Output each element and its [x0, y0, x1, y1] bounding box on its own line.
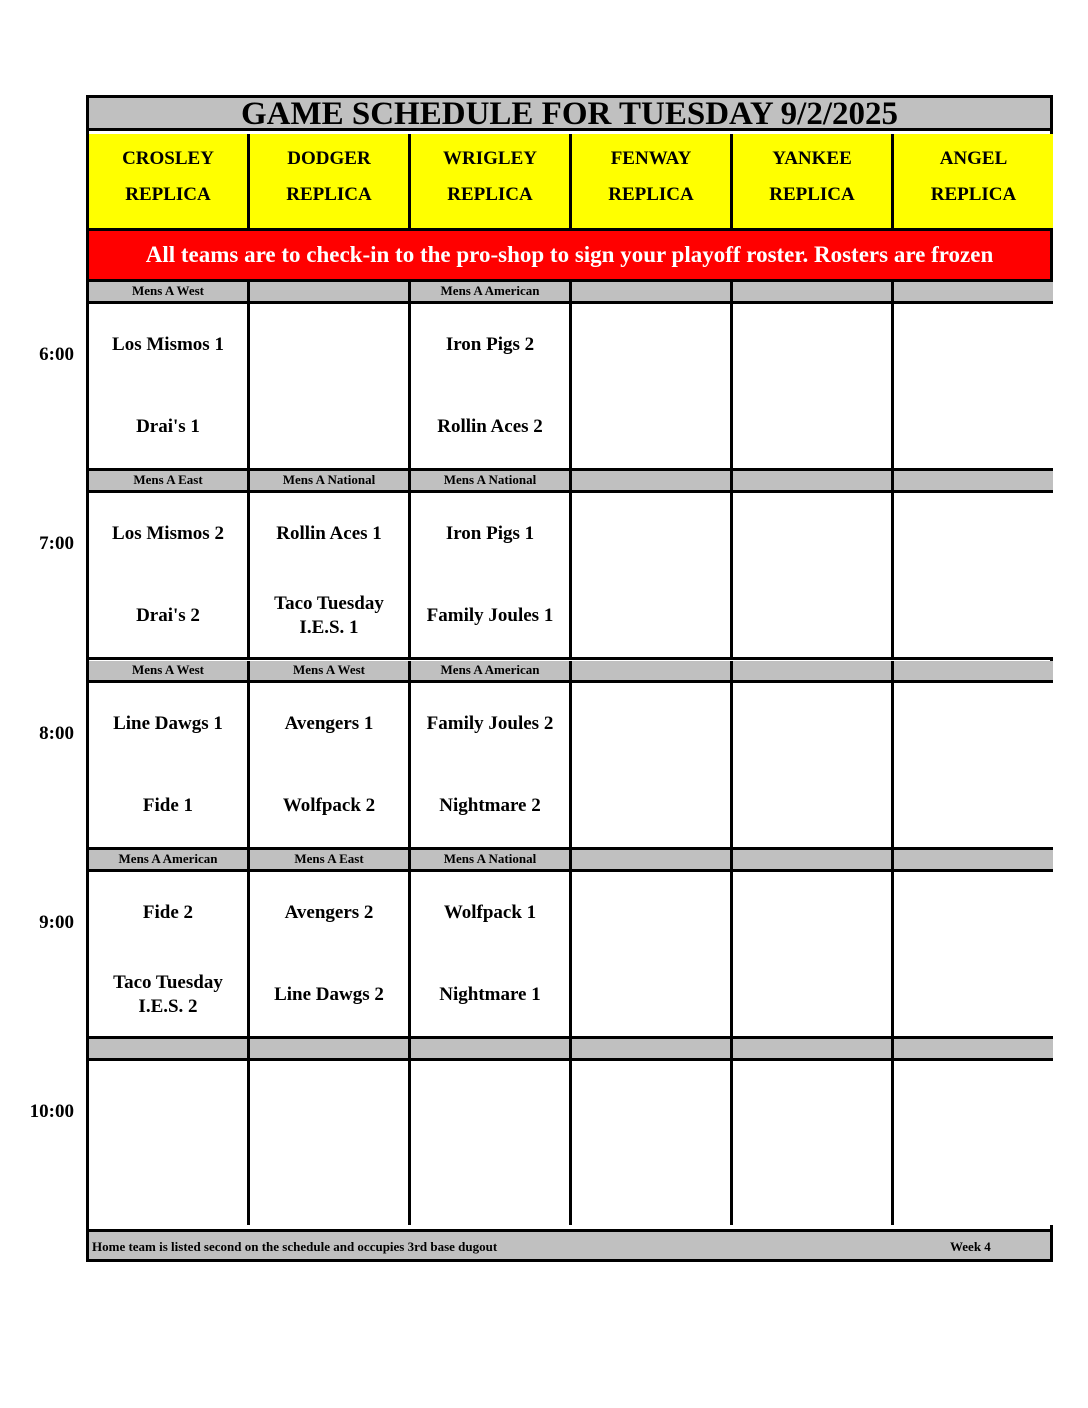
- field-header-wrigley: [411, 134, 572, 228]
- division-label: Mens A American: [411, 661, 572, 680]
- division-label: Mens A East: [89, 471, 250, 490]
- division-label: [250, 282, 411, 301]
- home-team: [733, 785, 891, 827]
- home-team: Drai's 1: [136, 416, 200, 437]
- field-type: REPLICA: [125, 184, 211, 205]
- away-team: [89, 1081, 247, 1123]
- division-label: [572, 282, 733, 301]
- division-label: Mens A West: [89, 661, 250, 680]
- away-team: Fide 2: [142, 902, 194, 923]
- division-label: [733, 1039, 894, 1058]
- game-cell: [411, 304, 572, 468]
- home-team: [572, 595, 730, 637]
- home-team: Rollin Aces 2: [437, 416, 543, 437]
- division-label: [733, 282, 894, 301]
- home-team: [894, 974, 1053, 1016]
- division-label: [572, 1039, 733, 1058]
- away-team: [733, 1081, 891, 1123]
- division-label: [733, 661, 894, 680]
- away-team: [572, 513, 730, 555]
- game-cell: [572, 493, 733, 657]
- home-team: Drai's 2: [136, 605, 200, 626]
- home-team: [572, 974, 730, 1016]
- home-team: [572, 785, 730, 827]
- division-label: Mens A American: [411, 282, 572, 301]
- field-name: FENWAY: [610, 148, 692, 169]
- home-team: [572, 1163, 730, 1205]
- division-label: [250, 1039, 411, 1058]
- home-team: [411, 1163, 569, 1205]
- home-team: [572, 406, 730, 448]
- game-cell: [733, 683, 894, 847]
- home-team: Wolfpack 2: [282, 795, 376, 816]
- schedule-footer: [89, 1229, 1050, 1259]
- game-cell: [733, 493, 894, 657]
- away-team: [733, 324, 891, 366]
- away-team: [250, 1081, 408, 1123]
- game-cell: [411, 493, 572, 657]
- checkin-notice: All teams are to check-in to the pro-shop to sign your playoff roster. Rosters are frozen: [89, 228, 1050, 282]
- game-cell: [411, 1061, 572, 1225]
- field-type: REPLICA: [608, 184, 694, 205]
- away-team: [250, 324, 408, 366]
- field-name: WRIGLEY: [443, 148, 537, 169]
- division-label: Mens A West: [89, 282, 250, 301]
- division-label: Mens A East: [250, 850, 411, 869]
- game-cell: [250, 1061, 411, 1225]
- field-name: ANGEL: [939, 148, 1008, 169]
- away-team: Wolfpack 1: [443, 902, 537, 923]
- field-type: REPLICA: [930, 184, 1017, 205]
- time-label: 7:00: [39, 533, 74, 554]
- game-cell: [572, 304, 733, 468]
- home-team: [89, 1163, 247, 1205]
- game-cell: [894, 683, 1053, 847]
- game-cell: [572, 872, 733, 1036]
- field-header-crosley: [89, 134, 250, 228]
- game-cell: [89, 872, 250, 1036]
- division-label: [894, 661, 1053, 680]
- schedule-sheet: [86, 95, 1053, 1262]
- game-cell: [250, 872, 411, 1036]
- game-cell: [250, 304, 411, 468]
- away-team: [894, 703, 1053, 745]
- away-team: [894, 1081, 1053, 1123]
- away-team: [411, 1081, 569, 1123]
- home-team: [894, 595, 1053, 637]
- division-label: [894, 850, 1053, 869]
- away-team: [733, 892, 891, 934]
- field-type: REPLICA: [447, 184, 533, 205]
- game-cell: [572, 1061, 733, 1225]
- division-label: [894, 1039, 1053, 1058]
- game-cell: [89, 304, 250, 468]
- game-cell: [894, 493, 1053, 657]
- away-team: Avengers 1: [284, 713, 374, 734]
- home-team: Taco Tuesday I.E.S. 1: [274, 593, 384, 638]
- field-name: DODGER: [287, 148, 371, 169]
- home-team: Nightmare 2: [439, 795, 541, 816]
- home-team: Family Joules 1: [426, 605, 554, 626]
- game-cell: [894, 304, 1053, 468]
- time-label: 10:00: [29, 1101, 74, 1122]
- division-label: Mens A National: [411, 471, 572, 490]
- home-team-note: Home team is listed second on the schedule and occupies 3rd base dugout: [92, 1239, 498, 1254]
- field-type: REPLICA: [286, 184, 372, 205]
- away-team: Los Mismos 2: [112, 523, 224, 544]
- game-cell: [733, 304, 894, 468]
- division-label: [411, 1039, 572, 1058]
- division-label: [894, 282, 1053, 301]
- away-team: Family Joules 2: [426, 713, 554, 734]
- field-header-dodger: [250, 134, 411, 228]
- home-team: Nightmare 1: [439, 984, 541, 1005]
- schedule-title: GAME SCHEDULE FOR TUESDAY 9/2/2025: [89, 98, 1050, 131]
- home-team: Line Dawgs 2: [274, 984, 384, 1005]
- division-label: Mens A National: [411, 850, 572, 869]
- home-team: Taco Tuesday I.E.S. 2: [113, 972, 223, 1017]
- game-cell: [733, 1061, 894, 1225]
- time-label: 9:00: [39, 912, 74, 933]
- game-cell: [411, 872, 572, 1036]
- week-label: Week 4: [950, 1239, 991, 1254]
- division-label: Mens A American: [89, 850, 250, 869]
- game-cell: [733, 872, 894, 1036]
- away-team: [894, 513, 1053, 555]
- division-label: [733, 850, 894, 869]
- division-label: Mens A West: [250, 661, 411, 680]
- home-team: [733, 406, 891, 448]
- game-cell: [411, 683, 572, 847]
- away-team: [733, 513, 891, 555]
- game-cell: [250, 493, 411, 657]
- division-label: [894, 471, 1053, 490]
- away-team: Iron Pigs 2: [445, 334, 535, 355]
- home-team: [733, 595, 891, 637]
- field-name: YANKEE: [772, 148, 852, 169]
- away-team: [572, 1081, 730, 1123]
- home-team: [250, 1163, 408, 1205]
- away-team: Avengers 2: [284, 902, 374, 923]
- division-label: [733, 471, 894, 490]
- away-team: Los Mismos 1: [112, 334, 224, 355]
- home-team: [733, 974, 891, 1016]
- game-cell: [572, 683, 733, 847]
- home-team: Fide 1: [142, 795, 194, 816]
- game-cell: [89, 1061, 250, 1225]
- game-cell: [250, 683, 411, 847]
- home-team: [250, 406, 408, 448]
- field-header-fenway: [572, 134, 733, 228]
- field-name: CROSLEY: [122, 148, 214, 169]
- away-team: Rollin Aces 1: [276, 523, 382, 544]
- division-label: [89, 1039, 250, 1058]
- field-header-angel: [894, 134, 1053, 228]
- divider-line: [89, 657, 1050, 660]
- division-label: [572, 850, 733, 869]
- home-team: [894, 406, 1053, 448]
- division-label: [572, 661, 733, 680]
- game-cell: [89, 683, 250, 847]
- game-cell: [894, 872, 1053, 1036]
- home-team: [894, 1163, 1053, 1205]
- away-team: [894, 892, 1053, 934]
- field-header-yankee: [733, 134, 894, 228]
- home-team: [733, 1163, 891, 1205]
- time-label: 6:00: [39, 344, 74, 365]
- away-team: [572, 892, 730, 934]
- away-team: [894, 324, 1053, 366]
- away-team: [572, 703, 730, 745]
- away-team: Iron Pigs 1: [445, 523, 535, 544]
- division-label: [572, 471, 733, 490]
- away-team: [572, 324, 730, 366]
- home-team: [894, 785, 1053, 827]
- game-cell: [89, 493, 250, 657]
- field-type: REPLICA: [769, 184, 855, 205]
- time-label: 8:00: [39, 723, 74, 744]
- away-team: [733, 703, 891, 745]
- division-label: Mens A National: [250, 471, 411, 490]
- away-team: Line Dawgs 1: [113, 713, 223, 734]
- game-cell: [894, 1061, 1053, 1225]
